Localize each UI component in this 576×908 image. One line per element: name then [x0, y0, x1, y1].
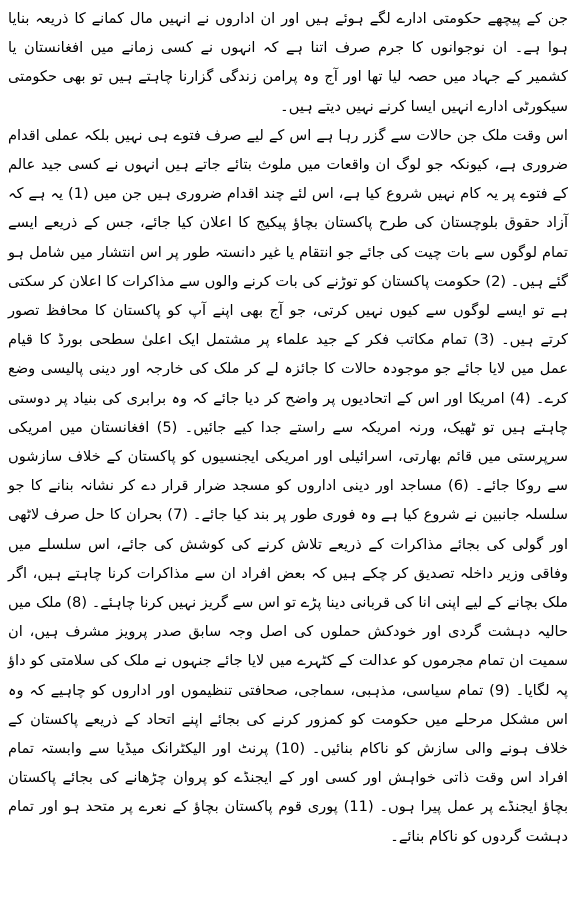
article-paragraph-1: جن کے پیچھے حکومتی ادارے لگے ہوئے ہیں اور ان اداروں نے انہیں مال کمانے کا ذریعہ بنایا ہوا ہے۔ ان نوجوانوں کا جرم صرف اتنا ہے کہ انہوں نے کسی زمانے میں افغانستان یا کشمیر کے جہاد میں حصہ لیا تھا اور آج وہ پرامن زندگی گزارنا چاہتے ہیں تو بھی حکومتی سیکورٹی ادارے انہیں ایسا کرنے نہیں دیتے ہیں۔	[8, 10, 568, 115]
article-paragraph-2: اس وقت ملک جن حالات سے گزر رہا ہے اس کے لیے صرف فتوے ہی نہیں بلکہ عملی اقدام ضروری ہے، کیونکہ جو لوگ ان واقعات میں ملوث بتائے جاتے ہیں انہوں نے کسی جید عالم کے فتوے پر یہ کام نہیں شروع کیا ہے، اس لئے چند اقدام ضروری ہیں جن میں (1) یہ ہے کہ آزاد حقوق بلوچستان کی طرح پاکستان بچاؤ پیکیج کا اعلان کیا جائے، جس کے ذریعے ایسے تمام لوگوں سے بات چیت کی جائے جو انتقام یا غیر دانستہ طور پر اس انتشار میں شامل ہو گئے ہیں۔ (2) حکومت پاکستان کو توڑنے کی بات کرنے والوں سے مذاکرات کا اعلان کر سکتی ہے تو ایسے لوگوں سے کیوں نہیں کرتی، جو آج بھی اپنے آپ کو پاکستان کا محافظ تصور کرتے ہیں۔ (3) تمام مکاتب فکر کے جید علماء پر مشتمل ایک اعلیٰ سطحی بورڈ کا قیام عمل میں لایا جائے جو موجودہ حالات کا جائزہ لے کر ملک کی خارجہ اور دینی پالیسی وضع کرے۔ (4) امریکا اور اس کے اتحادیوں پر واضح کر دیا جائے کہ وہ برابری کی بنیاد پر دوستی چاہتے ہیں تو ٹھیک، ورنہ امریکہ سے راستے جدا کیے جائیں۔ (5) افغانستان میں امریکی سرپرستی میں قائم بھارتی، اسرائیلی اور امریکی ایجنسیوں کو پاکستان کے خلاف سازشوں سے روکا جائے۔ (6) مساجد اور دینی اداروں کو مسجد ضرار قرار دے کر نشانہ بنانے کا جو سلسلہ جانبین نے شروع کیا ہے وہ فوری طور پر بند کیا جائے۔ (7) بحران کا حل صرف لاٹھی اور گولی کی بجائے مذاکرات کے ذریعے تلاش کرنے کی کوشش کی جائے، اس سلسلے میں وفاقی وزیر داخلہ تصدیق کر چکے ہیں کہ بعض افراد ان سے مذاکرات کرنا چاہتے ہیں، اگر ملک بچانے کے لیے اپنی انا کی قربانی دینا پڑے تو اس سے گریز نہیں کرنا چاہئے۔ (8) ملک میں حالیہ دہشت گردی اور خودکش حملوں کی اصل وجہ سابق صدر پرویز مشرف ہیں، ان سمیت ان تمام مجرموں کو عدالت کے کٹہرے میں لایا جائے جنہوں نے ملک کی سلامتی کو داؤ پہ لگایا۔ (9) تمام سیاسی، مذہبی، سماجی، صحافتی تنظیموں اور اداروں کو چاہیے کہ وہ اس مشکل مرحلے میں حکومت کو کمزور کرنے کی بجائے اپنے اتحاد کے ذریعے پاکستان کے خلاف ہونے والی سازش کو ناکام بنائیں۔ (10) پرنٹ اور الیکٹرانک میڈیا سے وابستہ تمام افراد اس وقت ذاتی خواہش اور کسی اور کے ایجنڈے کو پروان چڑھانے کی بجائے پاکستان بچاؤ ایجنڈے پر عمل پیرا ہوں۔ (11) پوری قوم پاکستان بچاؤ کے نعرے پر متحد ہو اور تمام دہشت گردوں کو ناکام بنائے۔	[8, 126, 569, 845]
